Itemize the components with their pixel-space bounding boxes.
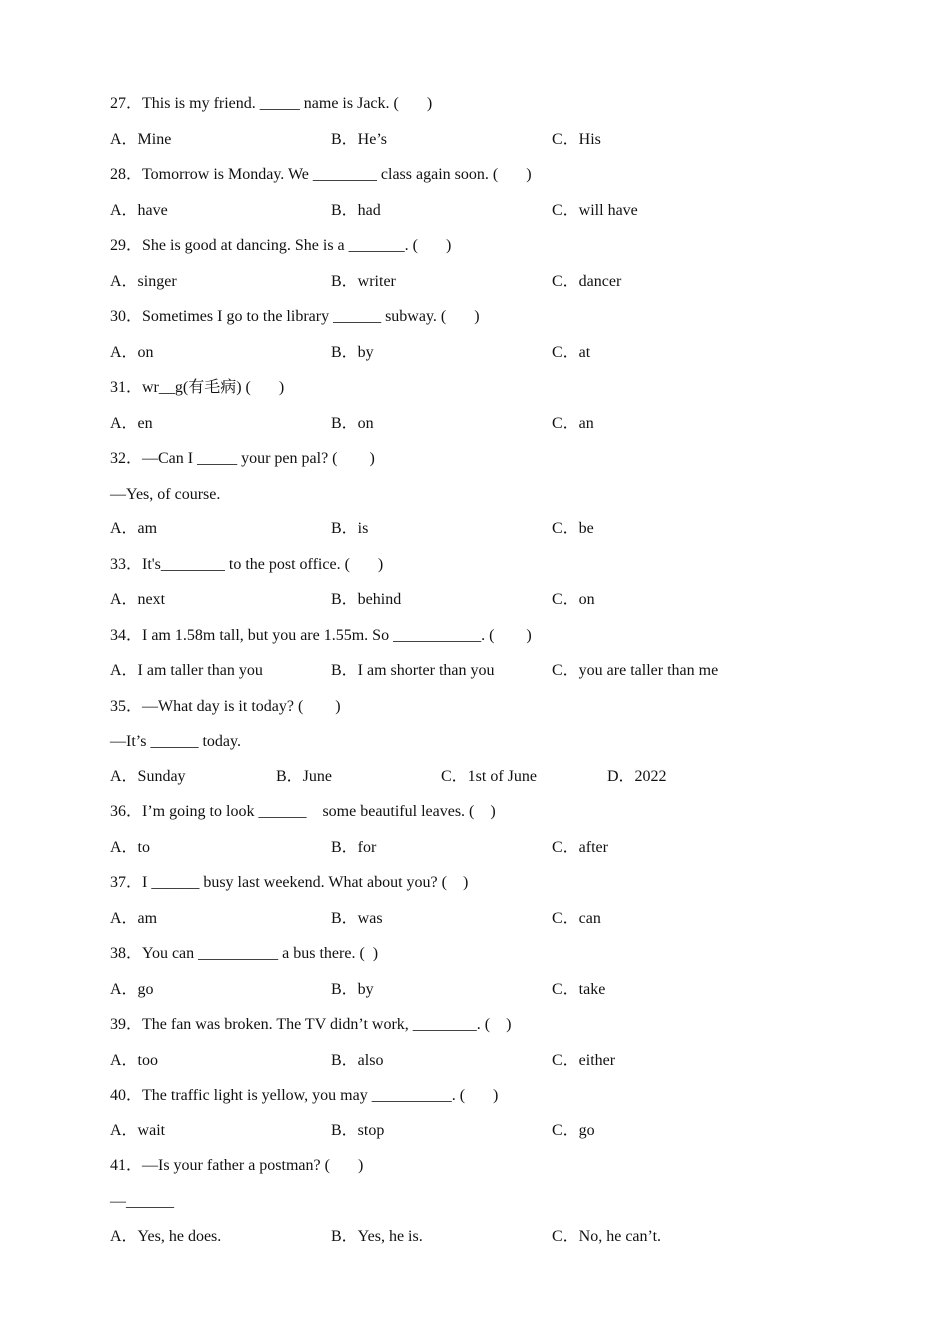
option-32-b[interactable]: B．is (331, 520, 369, 537)
option-31-c[interactable]: C．an (552, 415, 594, 432)
option-36-b[interactable]: B．for (331, 839, 377, 856)
option-41-b[interactable]: B．Yes, he is. (331, 1228, 423, 1245)
option-33-c[interactable]: C．on (552, 591, 595, 608)
option-29-c[interactable]: C．dancer (552, 273, 622, 290)
question-30: 30．Sometimes I go to the library ______ subway. ( ) (110, 308, 480, 325)
option-28-a[interactable]: A．have (110, 202, 168, 219)
option-29-b[interactable]: B．writer (331, 273, 396, 290)
option-36-c[interactable]: C．after (552, 839, 608, 856)
option-34-b[interactable]: B．I am shorter than you (331, 662, 495, 679)
option-32-c[interactable]: C．be (552, 520, 594, 537)
option-33-a[interactable]: A．next (110, 591, 166, 608)
option-40-a[interactable]: A．wait (110, 1122, 166, 1139)
option-27-a[interactable]: A．Mine (110, 131, 172, 148)
question-36: 36．I’m going to look ______ some beautiful leaves. ( ) (110, 803, 496, 820)
question-33: 33．It's________ to the post office. ( ) (110, 556, 384, 573)
option-36-a[interactable]: A．to (110, 839, 151, 856)
question-40: 40．The traffic light is yellow, you may __________. ( ) (110, 1087, 499, 1104)
question-28: 28．Tomorrow is Monday. We ________ class again soon. ( ) (110, 166, 532, 183)
question-35: 35．—What day is it today? ( ) (110, 698, 341, 715)
option-30-b[interactable]: B．by (331, 344, 374, 361)
question-38: 38．You can __________ a bus there. ( ) (110, 945, 379, 962)
question-32: 32．—Can I _____ your pen pal? ( ) (110, 450, 375, 467)
question-41: 41．—Is your father a postman? ( ) (110, 1157, 364, 1174)
option-35-c[interactable]: C．1st of June (441, 768, 538, 785)
option-39-c[interactable]: C．either (552, 1052, 616, 1069)
option-39-a[interactable]: A．too (110, 1052, 159, 1069)
option-35-b[interactable]: B．June (276, 768, 333, 785)
question-31: 31．wr__g(有毛病) ( ) (110, 379, 285, 396)
question-41-response: —______ (110, 1193, 174, 1210)
option-38-a[interactable]: A．go (110, 981, 154, 998)
option-27-b[interactable]: B．He’s (331, 131, 388, 148)
option-41-c[interactable]: C．No, he can’t. (552, 1228, 662, 1245)
option-39-b[interactable]: B．also (331, 1052, 384, 1069)
question-27: 27．This is my friend. _____ name is Jack. ( ) (110, 95, 433, 112)
question-34: 34．I am 1.58m tall, but you are 1.55m. So ___________. ( ) (110, 627, 532, 644)
option-38-b[interactable]: B．by (331, 981, 374, 998)
option-30-a[interactable]: A．on (110, 344, 154, 361)
option-31-b[interactable]: B．on (331, 415, 374, 432)
option-35-a[interactable]: A．Sunday (110, 768, 186, 785)
option-35-d[interactable]: D．2022 (607, 768, 667, 785)
option-37-c[interactable]: C．can (552, 910, 601, 927)
option-40-b[interactable]: B．stop (331, 1122, 385, 1139)
option-40-c[interactable]: C．go (552, 1122, 595, 1139)
option-37-b[interactable]: B．was (331, 910, 383, 927)
question-32-response: —Yes, of course. (110, 486, 221, 503)
option-37-a[interactable]: A．am (110, 910, 158, 927)
question-39: 39．The fan was broken. The TV didn’t work, ________. ( ) (110, 1016, 512, 1033)
option-38-c[interactable]: C．take (552, 981, 606, 998)
option-34-c[interactable]: C．you are taller than me (552, 662, 719, 679)
option-28-b[interactable]: B．had (331, 202, 381, 219)
question-37: 37．I ______ busy last weekend. What about you? ( ) (110, 874, 469, 891)
option-31-a[interactable]: A．en (110, 415, 153, 432)
option-28-c[interactable]: C．will have (552, 202, 638, 219)
option-30-c[interactable]: C．at (552, 344, 591, 361)
question-29: 29．She is good at dancing. She is a _______. ( ) (110, 237, 452, 254)
option-29-a[interactable]: A．singer (110, 273, 177, 290)
option-41-a[interactable]: A．Yes, he does. (110, 1228, 222, 1245)
option-33-b[interactable]: B．behind (331, 591, 402, 608)
option-27-c[interactable]: C．His (552, 131, 601, 148)
option-34-a[interactable]: A．I am taller than you (110, 662, 263, 679)
option-32-a[interactable]: A．am (110, 520, 158, 537)
question-35-response: —It’s ______ today. (110, 733, 241, 750)
